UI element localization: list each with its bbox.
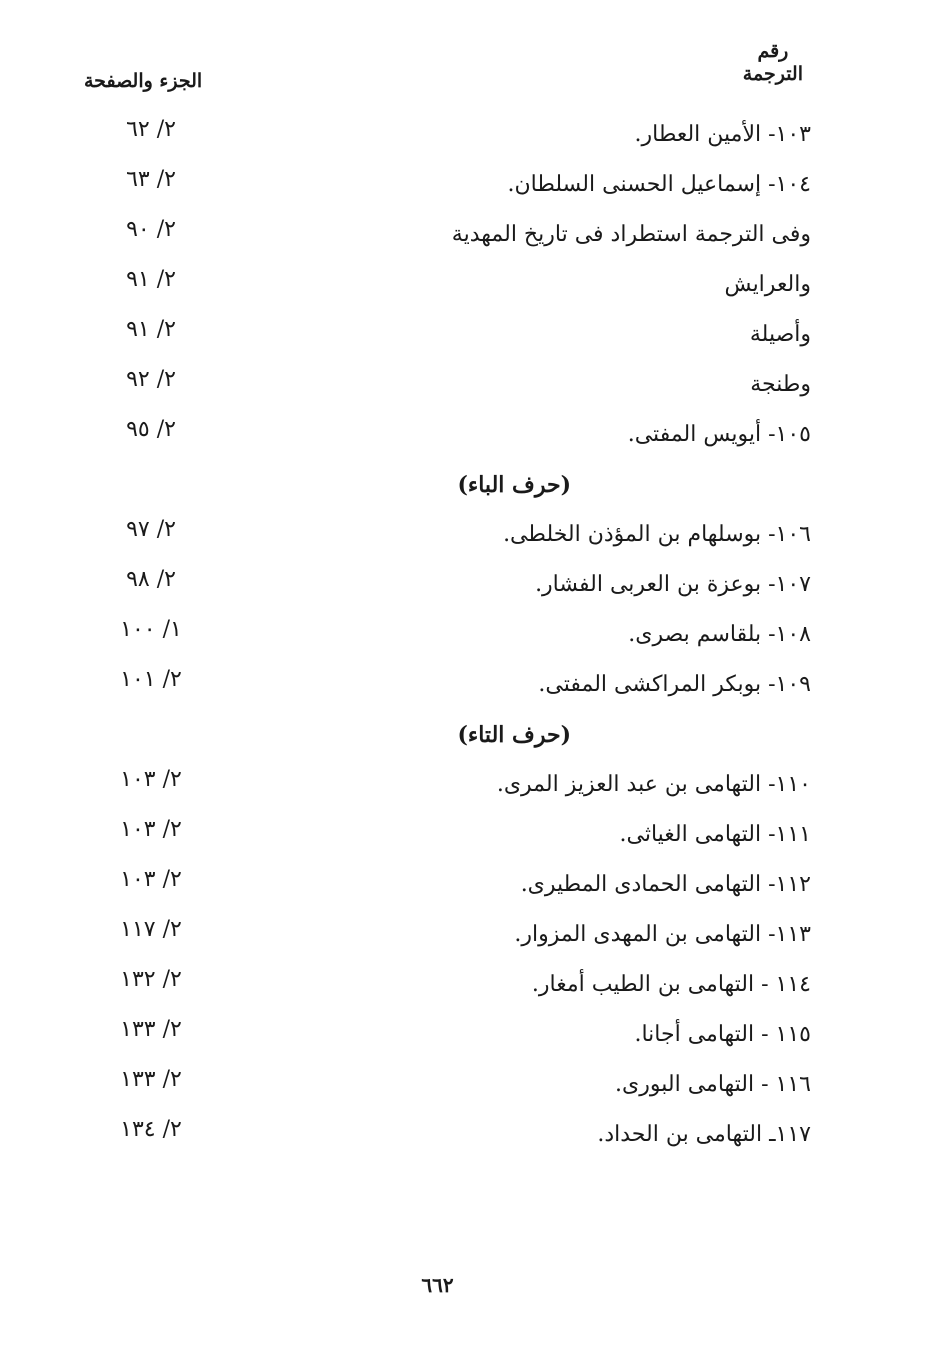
entry-text: ١١٤ - التهامى بن الطيب أمغار. xyxy=(531,972,811,997)
entry-header-line-2: الترجمة xyxy=(742,63,803,85)
entry-reference: ٢/ ٩١ xyxy=(126,267,176,292)
entry-reference: ٢/ ١٣٤ xyxy=(120,1117,182,1142)
entry-text: ١١٦ - التهامى البورى. xyxy=(615,1072,811,1097)
entry-text: ١٠٦- بوسلهام بن المؤذن الخلطى. xyxy=(503,522,811,547)
index-row xyxy=(0,211,933,261)
entry-header-line-1: رقم xyxy=(757,40,789,62)
index-row xyxy=(0,311,933,361)
index-row xyxy=(0,761,933,811)
index-row xyxy=(0,1061,933,1111)
entry-text: ١٠٣- الأمين العطار. xyxy=(634,122,811,147)
entry-reference: ٢/ ٩٢ xyxy=(126,367,176,392)
entry-text: ١١٥ - التهامى أجانا. xyxy=(634,1022,811,1047)
entry-reference: ٢/ ١٠٣ xyxy=(120,817,182,842)
entry-reference: ٢/ ٩٧ xyxy=(126,517,176,542)
index-row xyxy=(0,1011,933,1061)
entry-reference: ١/ ١٠٠ xyxy=(120,617,182,642)
entry-text: ١١٢- التهامى الحمادى المطيرى. xyxy=(520,872,811,897)
entry-text: ١١٣- التهامى بن المهدى المزوار. xyxy=(514,922,811,947)
entry-reference: ٢/ ٩٠ xyxy=(126,217,176,242)
entry-reference: ٢/ ١٠١ xyxy=(120,667,182,692)
entry-text: والعرايش xyxy=(724,272,811,297)
index-row xyxy=(0,411,933,461)
index-row xyxy=(0,1111,933,1161)
entry-reference: ٢/ ١٣٢ xyxy=(120,967,182,992)
index-row xyxy=(0,361,933,411)
index-row xyxy=(0,961,933,1011)
section-heading-row xyxy=(0,461,933,511)
entry-text: ١١١- التهامى الغياثى. xyxy=(619,822,811,847)
section-heading-row xyxy=(0,711,933,761)
entry-reference: ٢/ ١٠٣ xyxy=(120,867,182,892)
entry-number-column-header xyxy=(743,40,803,86)
index-row xyxy=(0,811,933,861)
page-number: ٦٦٢ xyxy=(421,1273,454,1297)
entry-text: ١١٧ـ التهامى بن الحداد. xyxy=(597,1122,811,1147)
section-heading: (حرف التاء) xyxy=(457,722,571,748)
index-row xyxy=(0,111,933,161)
entry-reference: ٢/ ٦٢ xyxy=(126,117,176,142)
index-row xyxy=(0,261,933,311)
volume-page-column-header: الجزء والصفحة xyxy=(84,70,203,92)
section-heading: (حرف الباء) xyxy=(457,472,571,498)
entry-text: ١٠٧- بوعزة بن العربى الفشار. xyxy=(535,572,811,597)
entry-reference: ٢/ ١٣٣ xyxy=(120,1067,182,1092)
entry-text: ١٠٤- إسماعيل الحسنى السلطان. xyxy=(507,172,811,197)
entry-reference: ٢/ ٦٣ xyxy=(126,167,176,192)
entry-reference: ٢/ ٩٨ xyxy=(126,567,176,592)
index-row xyxy=(0,561,933,611)
index-row xyxy=(0,511,933,561)
index-row xyxy=(0,861,933,911)
entry-reference: ٢/ ٩١ xyxy=(126,317,176,342)
entry-text: وأصيلة xyxy=(749,322,811,347)
index-row xyxy=(0,661,933,711)
entry-reference: ٢/ ١٣٣ xyxy=(120,1017,182,1042)
entry-text: ١١٠- التهامى بن عبد العزيز المرى. xyxy=(496,772,811,797)
entry-text: ١٠٩- بوبكر المراكشى المفتى. xyxy=(538,672,811,697)
entry-text: وفى الترجمة استطراد فى تاريخ المهدية xyxy=(451,222,811,247)
entry-text: وطنجة xyxy=(750,372,811,397)
index-row xyxy=(0,911,933,961)
entry-reference: ٢/ ١١٧ xyxy=(120,917,182,942)
index-row xyxy=(0,611,933,661)
entry-reference: ٢/ ١٠٣ xyxy=(120,767,182,792)
entry-reference: ٢/ ٩٥ xyxy=(126,417,176,442)
index-row xyxy=(0,161,933,211)
entry-text: ١٠٥- أيويس المفتى. xyxy=(627,422,811,447)
entry-text: ١٠٨- بلقاسم بصرى. xyxy=(628,622,811,647)
index-list xyxy=(0,111,933,1161)
